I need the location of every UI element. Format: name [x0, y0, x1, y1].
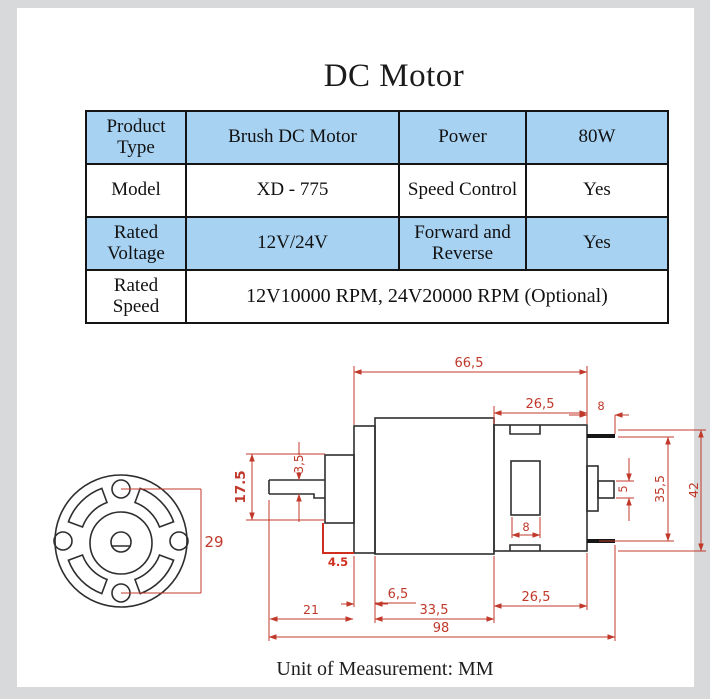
dimension-labels: [204, 356, 701, 636]
dim-26-5-bottom-label: 26,5: [521, 590, 551, 605]
spec-label: Power: [399, 111, 526, 164]
front-shaft-outline: [269, 480, 325, 498]
dim-6-5-label: 6,5: [387, 587, 409, 602]
dim-29-label: 29: [204, 533, 224, 551]
motor-side-view: [269, 418, 615, 554]
dim-33-5-label: 33,5: [419, 603, 449, 618]
spec-value: XD - 775: [186, 164, 399, 217]
extension-lines-bottom: [269, 500, 615, 641]
product-sheet: [17, 8, 701, 687]
dim-42-label: 42: [686, 482, 701, 498]
dim-5-label: 5: [616, 485, 630, 493]
dim-21-label: 21: [303, 602, 319, 617]
extension-lines-left: [246, 454, 325, 520]
front-boss: [325, 455, 354, 523]
spec-label: Model: [86, 164, 186, 217]
dim-4-5-label: 4.5: [327, 555, 349, 569]
spec-label: Rated Voltage: [86, 217, 186, 270]
dim-29-lines: [121, 489, 201, 593]
spec-value: Brush DC Motor: [186, 111, 399, 164]
dim-3-5-label: 3,5: [292, 454, 306, 474]
flange-front-view: [54, 475, 188, 607]
dim-35-5-label: 35,5: [652, 475, 667, 503]
rear-boss: [587, 466, 598, 511]
dim-17-5-label: 17.5: [233, 470, 249, 504]
flange-inner-circle: [90, 512, 152, 574]
rear-shaft-stub: [598, 481, 614, 498]
motor-body: [375, 418, 494, 554]
extension-lines-top: [354, 366, 615, 434]
spec-value: 80W: [526, 111, 668, 164]
dimension-lines: [121, 366, 706, 641]
spec-label: Product Type: [86, 111, 186, 164]
mount-hole-right: [170, 532, 188, 550]
unit-note: Unit of Measurement: MM: [276, 658, 494, 680]
dim-26-5-top-label: 26,5: [525, 397, 555, 412]
cap-vent-window: [511, 461, 540, 515]
spec-label: Rated Speed: [86, 270, 186, 323]
dim-98-label: 98: [432, 621, 450, 636]
dimension-drawing: [17, 8, 710, 699]
front-plate: [354, 426, 375, 553]
spec-value: 12V10000 RPM, 24V20000 RPM (Optional): [186, 270, 668, 323]
spec-value: 12V/24V: [186, 217, 399, 270]
dim-8-vent-label: 8: [522, 520, 530, 534]
spec-label: Forward and Reverse: [399, 217, 526, 270]
page-title: DC Motor: [323, 58, 465, 94]
cap-top-notch: [510, 425, 540, 434]
dim-66-5-label: 66,5: [454, 356, 484, 371]
spec-value: Yes: [526, 164, 668, 217]
dim-8-terminal-label: 8: [597, 399, 605, 413]
dim-4-5-highlight: [323, 523, 354, 553]
cap-bottom-notch: [510, 545, 540, 551]
spec-label: Speed Control: [399, 164, 526, 217]
mount-hole-left: [54, 532, 72, 550]
spec-value: Yes: [526, 217, 668, 270]
flange-outer-circle: [55, 475, 187, 607]
shaft-section-circle: [111, 532, 131, 552]
